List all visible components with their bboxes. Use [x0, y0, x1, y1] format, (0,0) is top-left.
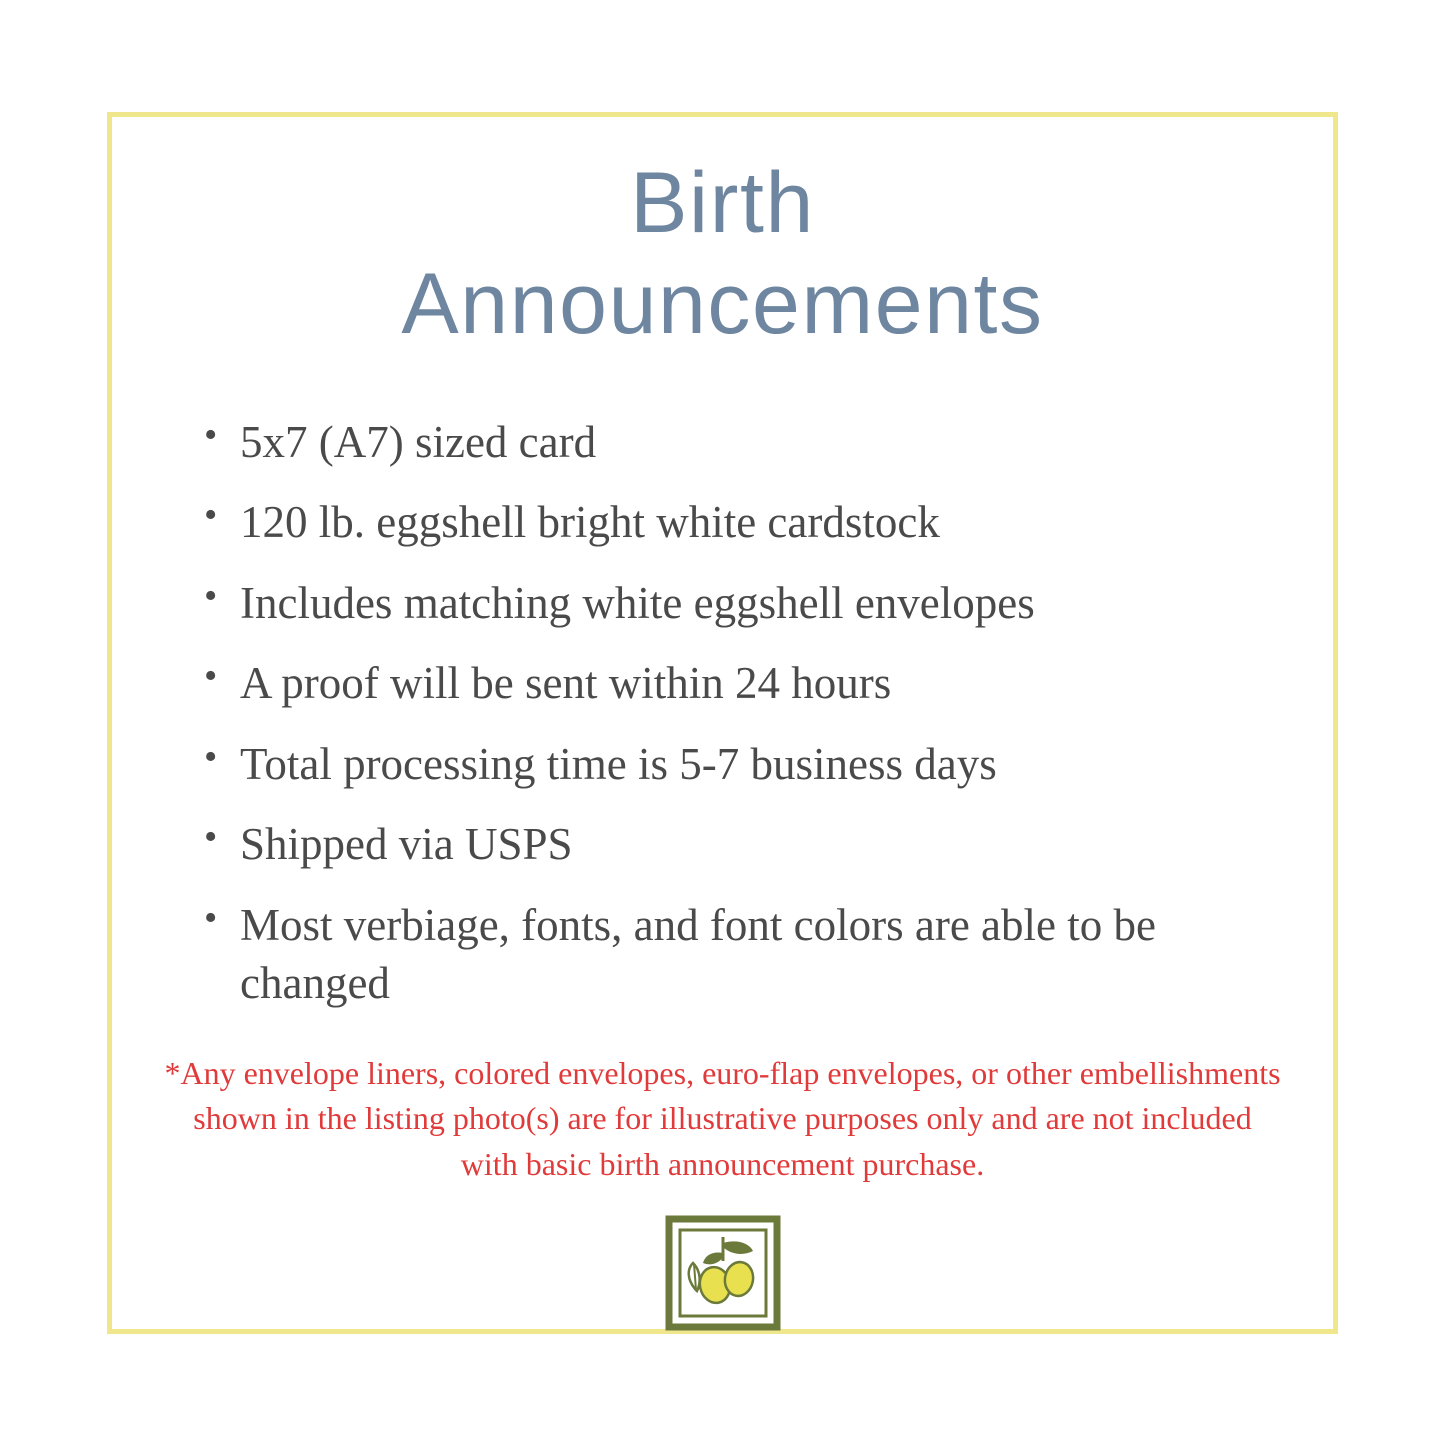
list-item — [198, 654, 1273, 713]
title-line-2-text: Announcements — [401, 255, 1044, 352]
list-item-label: 5x7 (A7) sized card — [240, 416, 597, 467]
title-line-1-text: Birth — [630, 155, 815, 251]
title-line-2 — [112, 255, 1333, 352]
page-title — [112, 157, 1333, 351]
title-line-1 — [112, 157, 1333, 250]
list-item-label: A proof will be sent within 24 hours — [240, 658, 892, 709]
list-item — [198, 735, 1273, 794]
list-item-label: Most verbiage, fonts, and font colors are able to be changed — [240, 899, 1156, 1009]
info-card — [107, 112, 1338, 1334]
list-item-label: 120 lb. eggshell bright white cardstock — [240, 497, 940, 548]
lemon-branch-logo-icon — [663, 1213, 783, 1333]
list-item — [198, 896, 1273, 1013]
list-item — [198, 574, 1273, 633]
disclaimer-text: *Any envelope liners, colored envelopes, euro-flap envelopes, or other embellishments shown in the listing photo(s) are for illustrative purposes only and are not included with basic birth announcement purchase. — [164, 1054, 1281, 1182]
list-item — [198, 815, 1273, 874]
feature-list — [112, 413, 1333, 1013]
list-item-label: Shipped via USPS — [240, 819, 573, 870]
list-item-label: Total processing time is 5-7 business days — [240, 738, 997, 789]
logo-container — [112, 1213, 1333, 1333]
list-item-label: Includes matching white eggshell envelopes — [240, 577, 1035, 628]
list-item — [198, 493, 1273, 552]
list-item — [198, 413, 1273, 472]
